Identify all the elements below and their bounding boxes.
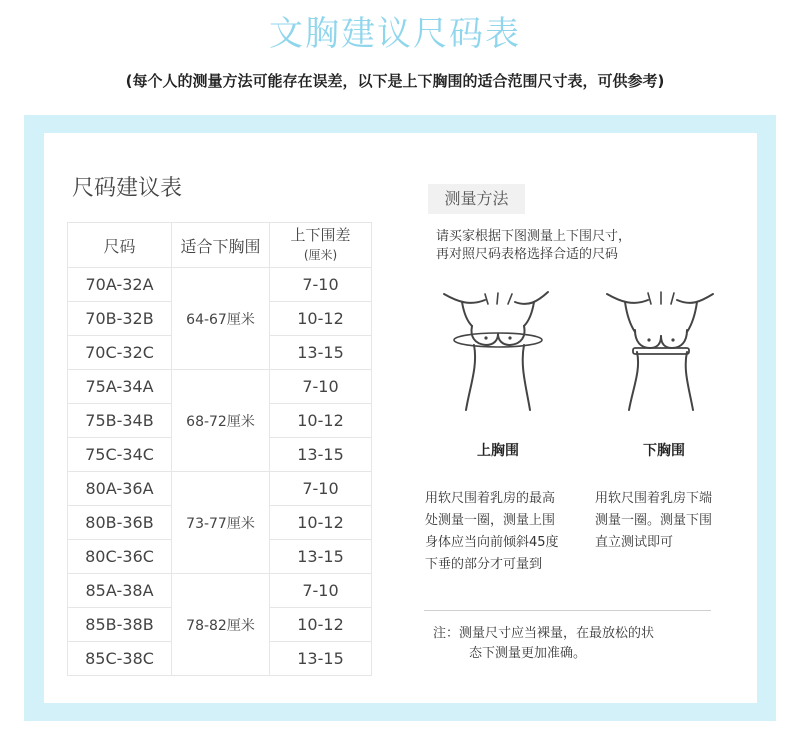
- size-cell: 80B-36B: [68, 506, 172, 540]
- size-cell: 75A-34A: [68, 370, 172, 404]
- instruction-line: 再对照尺码表格选择合适的尺码: [436, 247, 619, 262]
- measure-method-title: 测量方法: [428, 184, 525, 214]
- upper-bust-label: 上胸围: [477, 443, 519, 459]
- header-underbust: 适合下胸围: [172, 223, 270, 268]
- diff-cell: 13-15: [270, 540, 372, 574]
- underbust-range-cell: 68-72厘米: [172, 370, 270, 472]
- diff-cell: 7-10: [270, 370, 372, 404]
- diff-cell: 13-15: [270, 336, 372, 370]
- underbust-range-cell: 64-67厘米: [172, 268, 270, 370]
- description-line: 测量一圈。测量下围: [595, 513, 713, 528]
- size-cell: 70A-32A: [68, 268, 172, 302]
- description-line: 直立测试即可: [595, 535, 674, 550]
- size-cell: 85C-38C: [68, 642, 172, 676]
- header-diff: [270, 223, 372, 268]
- diff-cell: 7-10: [270, 472, 372, 506]
- size-cell: 80C-36C: [68, 540, 172, 574]
- upper-bust-figure: [440, 290, 555, 415]
- size-cell: 70C-32C: [68, 336, 172, 370]
- description-line: 用软尺围着乳房的最高: [425, 491, 556, 506]
- diff-cell: 13-15: [270, 438, 372, 472]
- diff-cell: 7-10: [270, 268, 372, 302]
- note-divider: [424, 610, 711, 611]
- header-diff-unit: (厘米): [303, 247, 338, 262]
- size-table-title: 尺码建议表: [72, 176, 183, 201]
- under-bust-label: 下胸围: [643, 443, 685, 459]
- upper-bust-description: [425, 488, 559, 576]
- size-table: [67, 222, 372, 676]
- diff-cell: 10-12: [270, 404, 372, 438]
- note-line: 态下测量更加准确。: [469, 646, 587, 661]
- under-bust-description: [595, 488, 712, 554]
- size-cell: 80A-36A: [68, 472, 172, 506]
- diff-cell: 10-12: [270, 506, 372, 540]
- size-cell: 75B-34B: [68, 404, 172, 438]
- under-bust-figure: [603, 290, 718, 415]
- diff-cell: 10-12: [270, 302, 372, 336]
- description-line: 下垂的部分才可量到: [425, 557, 543, 572]
- underbust-range-cell: 78-82厘米: [172, 574, 270, 676]
- note-line: 注：测量尺寸应当裸量，在最放松的状: [433, 626, 655, 641]
- description-line: 用软尺围着乳房下端: [595, 491, 713, 506]
- table-row: [68, 472, 372, 506]
- size-cell: 85A-38A: [68, 574, 172, 608]
- header-diff-label: 上下围差: [290, 225, 351, 244]
- instruction-line: 请买家根据下图测量上下围尺寸，: [436, 229, 632, 244]
- underbust-range-cell: 73-77厘米: [172, 472, 270, 574]
- description-line: 身体应当向前倾斜45度: [425, 535, 559, 550]
- size-cell: 75C-34C: [68, 438, 172, 472]
- table-row: [68, 268, 372, 302]
- size-cell: 70B-32B: [68, 302, 172, 336]
- measurement-note: [433, 624, 654, 664]
- page-title: 文胸建议尺码表: [269, 14, 521, 54]
- table-row: [68, 574, 372, 608]
- diff-cell: 10-12: [270, 608, 372, 642]
- size-cell: 85B-38B: [68, 608, 172, 642]
- table-row: [68, 370, 372, 404]
- measure-instruction: [436, 228, 631, 264]
- table-header-row: [68, 223, 372, 268]
- page-subtitle: (每个人的测量方法可能存在误差，以下是上下胸围的适合范围尺寸表，可供参考): [125, 72, 665, 90]
- header-size: 尺码: [68, 223, 172, 268]
- description-line: 处测量一圈，测量上围: [425, 513, 556, 528]
- diff-cell: 7-10: [270, 574, 372, 608]
- diff-cell: 13-15: [270, 642, 372, 676]
